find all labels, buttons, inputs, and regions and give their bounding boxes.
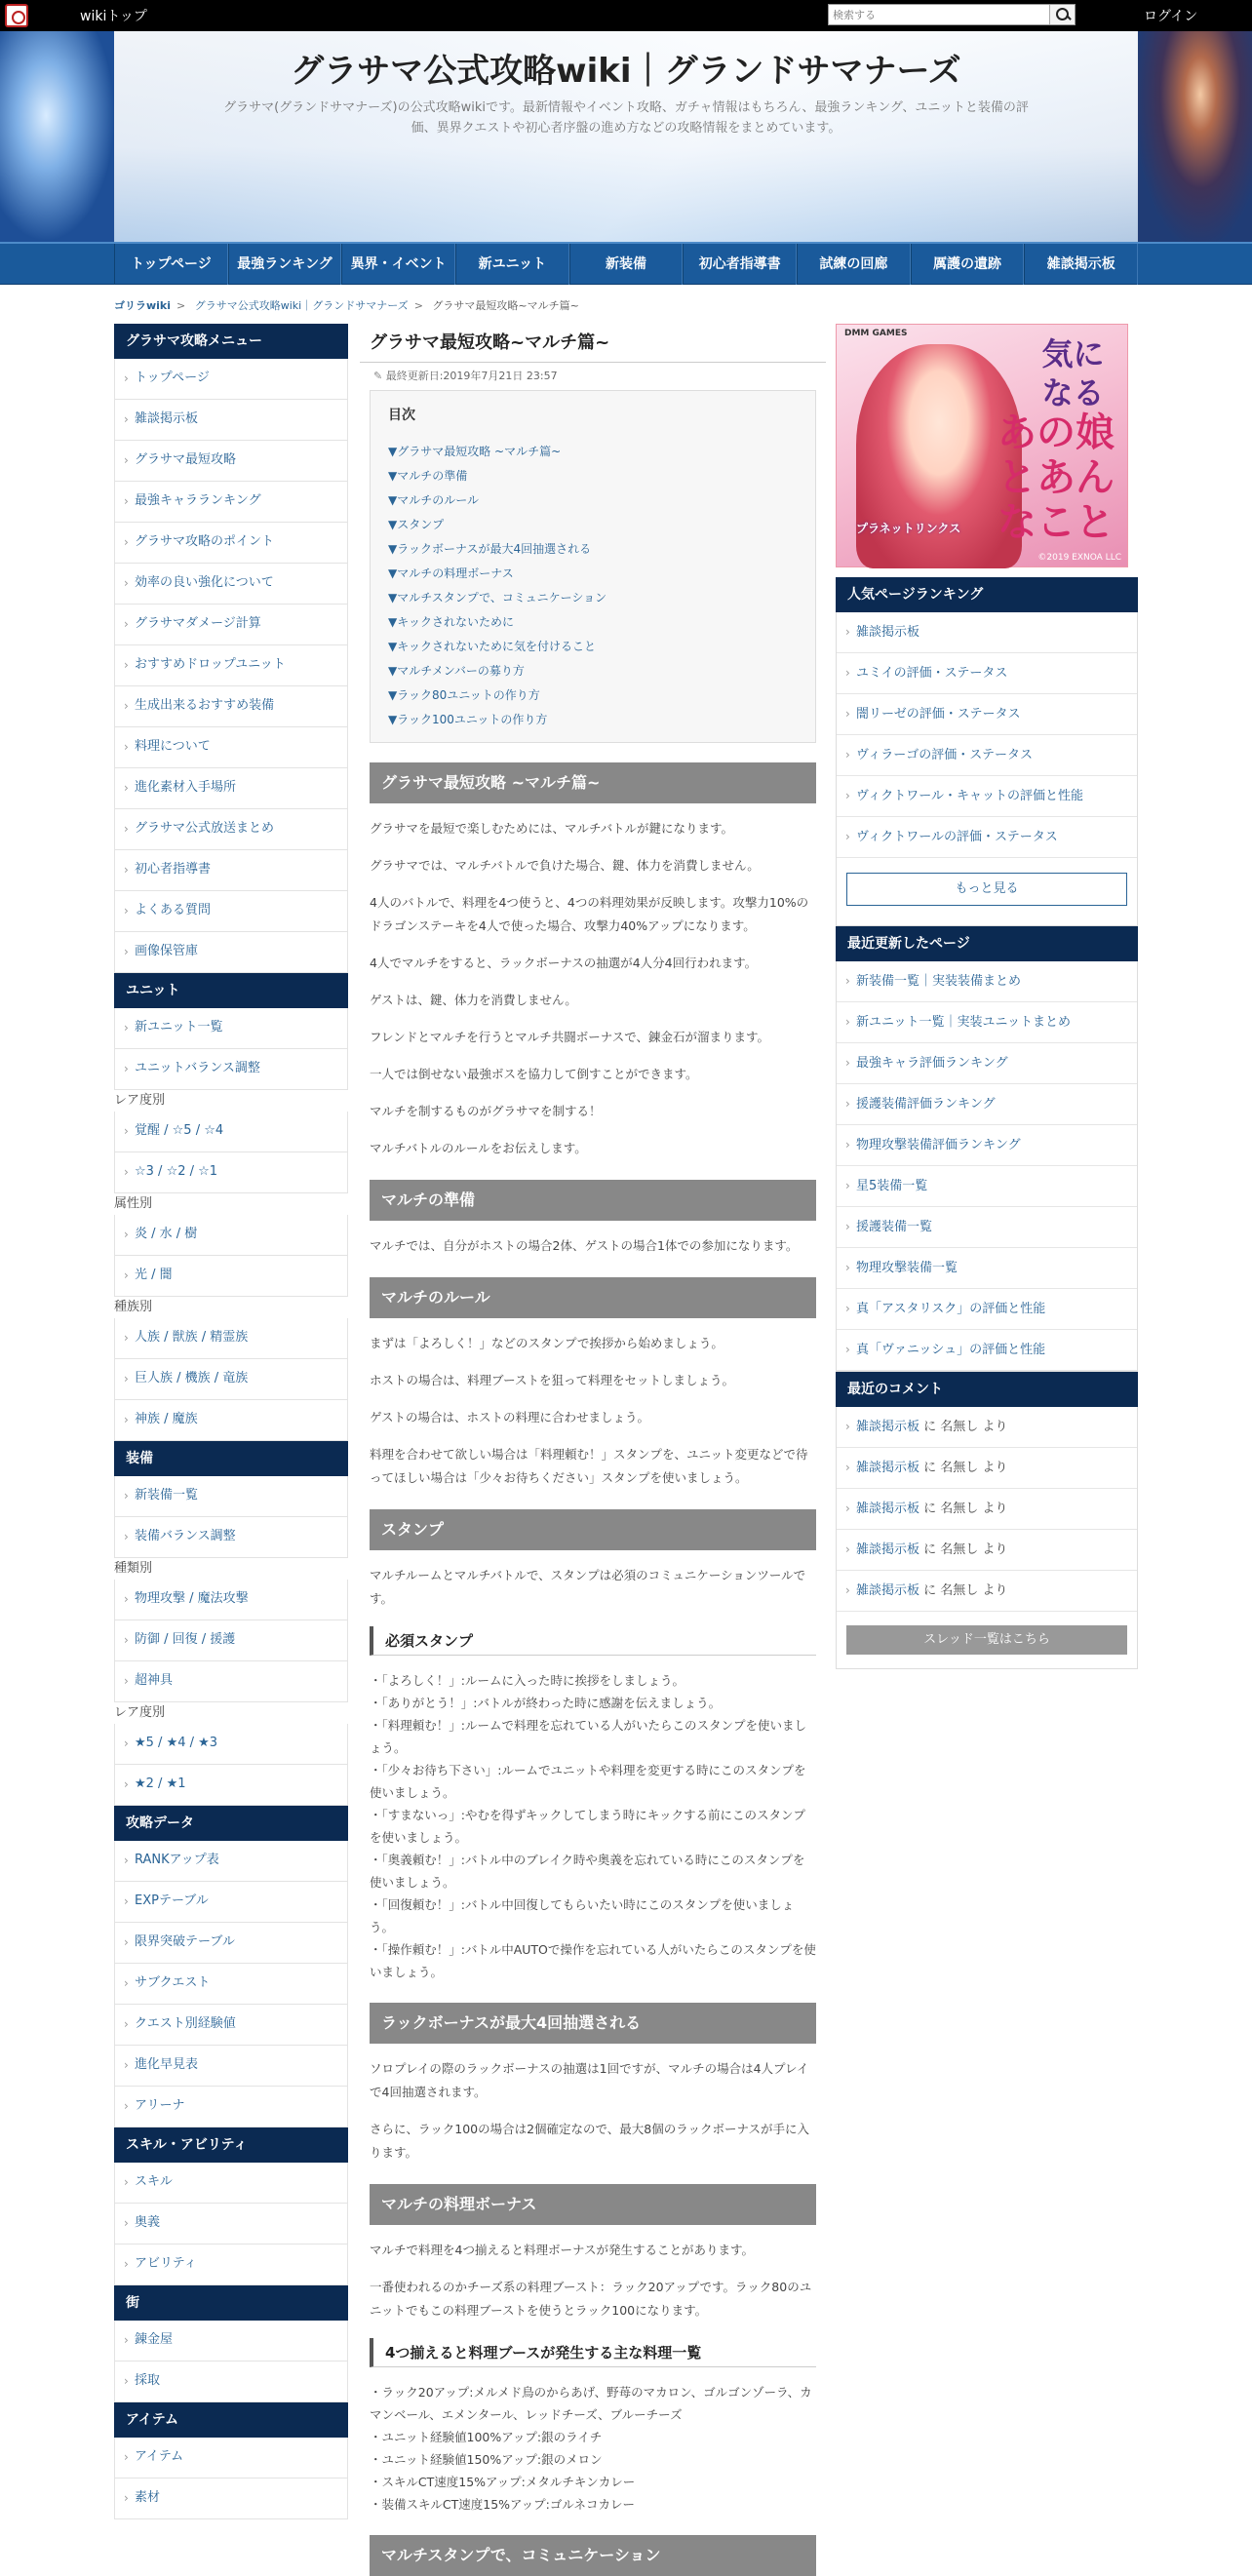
comment-author: に 名無し より bbox=[919, 1502, 1008, 1516]
ad-brand: DMM GAMES bbox=[844, 329, 908, 338]
section-heading: スタンプ bbox=[370, 1509, 816, 1550]
breadcrumb-separator: > bbox=[413, 299, 423, 312]
sidebar-item[interactable]: › ★2 / ★1 bbox=[114, 1765, 348, 1806]
sidebar-item[interactable]: › アイテム bbox=[114, 2438, 348, 2478]
nav-item[interactable]: 厲護の遺跡 bbox=[911, 244, 1025, 285]
comment-item bbox=[837, 1571, 1137, 1612]
comment-item bbox=[837, 1448, 1137, 1489]
recent-item[interactable]: › 最強キャラ評価ランキング bbox=[837, 1043, 1137, 1084]
paragraph: フレンドとマルチを行うとマルチ共闘ボーナスで、錬金石が溜まります。 bbox=[370, 1030, 769, 1044]
banner-character-right bbox=[1137, 31, 1252, 242]
paragraph: グラサマでは、マルチバトルで負けた場合、鍵、体力を消費しません。 bbox=[370, 858, 760, 873]
toc-item[interactable]: ▼キックされないために気を付けること bbox=[388, 640, 596, 653]
recent-item[interactable]: › 真「アスタリスク」の評価と性能 bbox=[837, 1289, 1137, 1330]
comment-author: に 名無し より bbox=[919, 1420, 1008, 1434]
nav-item[interactable]: 新装備 bbox=[569, 244, 684, 285]
toc-item[interactable]: ▼マルチの料理ボーナス bbox=[388, 566, 514, 580]
site-description: グラサマ(グランドサマナーズ)の公式攻略wikiです。最新情報やイベント攻略、ガチャ情報はもちろん、最強ランキング、ユニットと装備の評価、異界クエストや初心者序盤の進め方などの攻略情報をまとめています。 bbox=[223, 100, 1029, 136]
comments-heading: 最近のコメント bbox=[836, 1372, 1138, 1407]
nav-item[interactable]: 異界・イベント bbox=[341, 244, 455, 285]
toc-item[interactable]: ▼マルチメンバーの募り方 bbox=[388, 664, 525, 678]
paragraph: まずは「よろしく！」などのスタンプで挨拶から始めましょう。 bbox=[370, 1336, 724, 1350]
sidebar-item[interactable]: › スキル bbox=[114, 2163, 348, 2204]
sidebar-item[interactable]: › 料理について bbox=[114, 727, 348, 768]
sidebar-item[interactable]: › 覚醒 / ☆5 / ☆4 bbox=[114, 1112, 348, 1152]
popular-item[interactable]: › 闇リーゼの評価・ステータス bbox=[837, 694, 1137, 735]
sidebar-section-heading: 装備 bbox=[114, 1441, 348, 1476]
recent-item[interactable]: › 物理攻撃装備一覧 bbox=[837, 1248, 1137, 1289]
paragraph: さらに、ラック100の場合は2個確定なので、最大8個のラックボーナスが手に入ります。 bbox=[370, 2122, 810, 2160]
breadcrumb-wiki[interactable]: グラサマ公式攻略wiki｜グランドサマナーズ bbox=[194, 299, 409, 312]
sidebar-item[interactable]: › グラサマ攻略のポイント bbox=[114, 523, 348, 564]
sidebar-item[interactable]: › 進化早見表 bbox=[114, 2046, 348, 2087]
sidebar-item[interactable]: › ユニットバランス調整 bbox=[114, 1049, 348, 1090]
last-updated-text: 最終更新日:2019年7月21日 23:57 bbox=[385, 370, 558, 382]
sidebar-item[interactable]: › クエスト別経験値 bbox=[114, 2005, 348, 2046]
recent-item[interactable]: › 新ユニット一覧｜実装ユニットまとめ bbox=[837, 1002, 1137, 1043]
nav-item[interactable]: 最強ランキング bbox=[228, 244, 342, 285]
list-item: ・「奥義頼む！」:バトル中のブレイク時や奥義を忘れている時にこのスタンプを使いましょう。 bbox=[370, 1853, 805, 1890]
comment-item bbox=[837, 1489, 1137, 1530]
top-bar bbox=[0, 0, 1252, 31]
sidebar-section-heading: 街 bbox=[114, 2285, 348, 2321]
recent-item[interactable]: › 星5装備一覧 bbox=[837, 1166, 1137, 1207]
list-item: ・「回復頼む！」:バトル中回復してもらいたい時にこのスタンプを使いましょう。 bbox=[370, 1897, 795, 1934]
comment-page-link[interactable]: 雑談掲示板 bbox=[856, 1420, 920, 1434]
toc-item[interactable]: ▼マルチのルール bbox=[388, 493, 479, 507]
sidebar-subheading: レア度別 bbox=[114, 1705, 166, 1720]
sidebar-item[interactable]: › グラサマ公式放送まとめ bbox=[114, 809, 348, 850]
nav-item[interactable]: 初心者指導書 bbox=[683, 244, 797, 285]
recent-item[interactable]: › 真「ヴァニッシュ」の評価と性能 bbox=[837, 1330, 1137, 1371]
recent-list bbox=[836, 961, 1138, 1372]
section-heading: マルチのルール bbox=[370, 1277, 816, 1318]
sidebar-item[interactable]: › 進化素材入手場所 bbox=[114, 768, 348, 809]
ad-headline-1: 気になる bbox=[1041, 335, 1105, 411]
sidebar-section-heading: アイテム bbox=[114, 2402, 348, 2438]
comment-author: に 名無し より bbox=[919, 1461, 1008, 1475]
section-heading: マルチの準備 bbox=[370, 1180, 816, 1221]
comment-author: に 名無し より bbox=[919, 1583, 1008, 1598]
sidebar-item[interactable]: › 雑談掲示板 bbox=[114, 400, 348, 441]
popular-item[interactable]: › ヴィクトワール・キャットの評価と性能 bbox=[837, 776, 1137, 817]
section-heading: グラサマ最短攻略 ~マルチ篇~ bbox=[370, 762, 816, 803]
sidebar-item[interactable]: › 最強キャラランキング bbox=[114, 482, 348, 523]
comment-page-link[interactable]: 雑談掲示板 bbox=[856, 1502, 920, 1516]
ad-banner[interactable] bbox=[836, 324, 1128, 567]
toc-item[interactable]: ▼ラック100ユニットの作り方 bbox=[388, 713, 548, 726]
sidebar-item[interactable]: › RANKアップ表 bbox=[114, 1841, 348, 1882]
comment-item bbox=[837, 1530, 1137, 1571]
section-heading: マルチの料理ボーナス bbox=[370, 2184, 816, 2225]
search-box bbox=[828, 4, 1076, 25]
wiki-top-link[interactable]: wikiトップ bbox=[80, 9, 147, 24]
popular-item[interactable]: › ヴィラーゴの評価・ステータス bbox=[837, 735, 1137, 776]
paragraph: ゲストの場合は、ホストの料理に合わせましょう。 bbox=[370, 1410, 650, 1425]
sidebar-item[interactable]: › 初心者指導書 bbox=[114, 850, 348, 891]
paragraph: 一番使われるのかチーズ系の料理ブースト：ラック20アップです。ラック80のユニットでもこの料理ブーストを使うとラック100になります。 bbox=[370, 2280, 812, 2318]
last-updated bbox=[360, 363, 826, 390]
sidebar-item[interactable]: › 巨人族 / 機族 / 竜族 bbox=[114, 1359, 348, 1400]
recent-item[interactable]: › 援護装備評価ランキング bbox=[837, 1084, 1137, 1125]
login-link[interactable]: ログイン bbox=[1144, 9, 1198, 24]
nav-item[interactable]: トップページ bbox=[114, 244, 228, 285]
sidebar-subheading: 種族別 bbox=[114, 1300, 153, 1314]
sidebar-item[interactable]: › 神族 / 魔族 bbox=[114, 1400, 348, 1441]
popular-list bbox=[836, 612, 1138, 926]
list-item: ・「よろしく！」:ルームに入った時に挨拶をしましょう。 bbox=[370, 1673, 685, 1688]
toc-item[interactable]: ▼ラック80ユニットの作り方 bbox=[388, 688, 540, 702]
sidebar-item[interactable]: › アビリティ bbox=[114, 2244, 348, 2285]
comment-page-link[interactable]: 雑談掲示板 bbox=[856, 1542, 920, 1557]
sidebar-subheading: レア度別 bbox=[114, 1093, 166, 1108]
paragraph: マルチでは、自分がホストの場合2体、ゲストの場合1体での参加になります。 bbox=[370, 1238, 799, 1253]
recent-item[interactable]: › 新装備一覧｜実装装備まとめ bbox=[837, 961, 1137, 1002]
paragraph: マルチバトルのルールをお伝えします。 bbox=[370, 1141, 587, 1155]
ad-headline-2: あの娘とあんなこと bbox=[998, 410, 1115, 545]
toc-item[interactable]: ▼マルチスタンプで、コミュニケーション bbox=[388, 591, 607, 605]
nav-item[interactable]: 雑談掲示板 bbox=[1024, 244, 1138, 285]
sidebar-item[interactable]: › 効率の良い強化について bbox=[114, 564, 348, 605]
popular-item[interactable]: › ユミイの評価・ステータス bbox=[837, 653, 1137, 694]
site-logo-icon[interactable] bbox=[5, 4, 28, 27]
section-heading: ラックボーナスが最大4回抽選される bbox=[370, 2003, 816, 2044]
sidebar-item[interactable]: › 防御 / 回復 / 援護 bbox=[114, 1620, 348, 1661]
sidebar-item[interactable]: › よくある質問 bbox=[114, 891, 348, 932]
sidebar-item[interactable]: › 採取 bbox=[114, 2361, 348, 2402]
sidebar-section-heading: スキル・アビリティ bbox=[114, 2127, 348, 2163]
sidebar-subheading: 種類別 bbox=[114, 1561, 153, 1576]
sidebar-item[interactable]: › 奥義 bbox=[114, 2204, 348, 2244]
recent-item[interactable]: › 援護装備一覧 bbox=[837, 1207, 1137, 1248]
more-button[interactable]: もっと見る bbox=[846, 873, 1127, 906]
breadcrumb-home[interactable]: ゴリラwiki bbox=[114, 299, 172, 312]
breadcrumb-separator: > bbox=[176, 299, 186, 312]
list-item: ・スキルCT速度15%アップ:メタルチキンカレー bbox=[370, 2475, 636, 2489]
search-input[interactable] bbox=[833, 7, 1047, 22]
section-heading: マルチスタンプで、コミュニケーション bbox=[370, 2535, 816, 2576]
banner-character-left bbox=[0, 31, 115, 242]
left-sidebar bbox=[114, 324, 348, 2519]
toc-item[interactable]: ▼グラサマ最短攻略 ~マルチ篇~ bbox=[388, 445, 562, 458]
toc-item[interactable]: ▼マルチの準備 bbox=[388, 469, 468, 483]
sidebar-item[interactable]: › 新ユニット一覧 bbox=[114, 1008, 348, 1049]
comment-author: に 名無し より bbox=[919, 1542, 1008, 1557]
table-of-contents bbox=[370, 390, 816, 743]
main-nav bbox=[0, 242, 1252, 285]
sidebar-item[interactable]: › EXPテーブル bbox=[114, 1882, 348, 1923]
sidebar-item[interactable]: › 装備バランス調整 bbox=[114, 1517, 348, 1558]
list-item: ・「ありがとう！」:バトルが終わった時に感謝を伝えましょう。 bbox=[370, 1696, 722, 1710]
sidebar-item[interactable]: › 生成出来るおすすめ装備 bbox=[114, 686, 348, 727]
sidebar-item[interactable]: › 超神具 bbox=[114, 1661, 348, 1702]
sidebar-item[interactable]: › 素材 bbox=[114, 2478, 348, 2519]
comment-item bbox=[837, 1407, 1137, 1448]
sidebar-section-heading: ユニット bbox=[114, 973, 348, 1008]
right-sidebar bbox=[836, 324, 1138, 1669]
paragraph: 料理を合わせて欲しい場合は「料理頼む！」スタンプを、ユニット変更などで待ってほしい場合は「少々お待ちください」スタンプを使いましょう。 bbox=[370, 1447, 808, 1485]
list-item: ・装備スキルCT速度15%アップ:ゴルネコカレー bbox=[370, 2497, 635, 2512]
page-title: グラサマ最短攻略~マルチ篇~ bbox=[360, 324, 826, 363]
list-item: ・「操作頼む！」:バトル中AUTOで操作を忘れている人がいたらこのスタンプを使いましょう。 bbox=[370, 1942, 816, 1979]
sidebar-item[interactable]: › おすすめドロップユニット bbox=[114, 645, 348, 686]
comment-page-link[interactable]: 雑談掲示板 bbox=[856, 1461, 920, 1475]
list-item: ・ユニット経験値150%アップ:銀のメロン bbox=[370, 2452, 603, 2467]
sidebar-item[interactable]: › 新装備一覧 bbox=[114, 1476, 348, 1517]
list-item: ・「少々お待ち下さい」:ルームでユニットや料理を変更する時にこのスタンプを使いましょう。 bbox=[370, 1763, 806, 1800]
sidebar-item[interactable]: › トップページ bbox=[114, 359, 348, 400]
paragraph: ホストの場合は、料理ブーストを狙って料理をセットしましょう。 bbox=[370, 1373, 735, 1387]
list-item: ・「料理頼む！」:ルームで料理を忘れている人がいたらこのスタンプを使いましょう。 bbox=[370, 1718, 806, 1755]
toc-item[interactable]: ▼ラックボーナスが最大4回抽選される bbox=[388, 542, 592, 556]
paragraph: 一人では倒せない最強ボスを協力して倒すことができます。 bbox=[370, 1067, 698, 1081]
sidebar-item[interactable]: › サブクエスト bbox=[114, 1964, 348, 2005]
sidebar-section-heading: グラサマ攻略メニュー bbox=[114, 324, 348, 359]
sidebar-item[interactable]: › アリーナ bbox=[114, 2087, 348, 2127]
toc-title: 目次 bbox=[388, 408, 415, 423]
site-title[interactable]: グラサマ公式攻略wiki｜グランドサマナーズ bbox=[291, 52, 961, 91]
paragraph: マルチルームとマルチバトルで、スタンプは必須のコミュニケーションツールです。 bbox=[370, 1568, 806, 1606]
nav-item[interactable]: 試練の回廊 bbox=[797, 244, 911, 285]
search-icon[interactable] bbox=[1049, 5, 1075, 24]
nav-item[interactable]: 新ユニット bbox=[455, 244, 569, 285]
paragraph: ゲストは、鍵、体力を消費しません。 bbox=[370, 993, 577, 1007]
sidebar-item[interactable]: › 光 / 闇 bbox=[114, 1256, 348, 1297]
comment-page-link[interactable]: 雑談掲示板 bbox=[856, 1583, 920, 1598]
sidebar-item[interactable]: › グラサマ最短攻略 bbox=[114, 441, 348, 482]
sidebar-item[interactable]: › ☆3 / ☆2 / ☆1 bbox=[114, 1152, 348, 1193]
popular-item[interactable]: › 雑談掲示板 bbox=[837, 612, 1137, 653]
sidebar-item[interactable]: › 炎 / 水 / 樹 bbox=[114, 1215, 348, 1256]
list-item: ・「すまないっ」:やむを得ずキックしてしまう時にキックする前にこのスタンプを使いましょう。 bbox=[370, 1808, 805, 1845]
toc-item[interactable]: ▼スタンプ bbox=[388, 518, 445, 531]
breadcrumb-current: グラサマ最短攻略~マルチ篇~ bbox=[432, 299, 579, 312]
recent-item[interactable]: › 物理攻撃装備評価ランキング bbox=[837, 1125, 1137, 1166]
breadcrumb bbox=[114, 297, 585, 313]
sidebar-item[interactable]: › 物理攻撃 / 魔法攻撃 bbox=[114, 1580, 348, 1620]
thread-list-button[interactable]: スレッド一覧はこちら bbox=[846, 1625, 1127, 1655]
sidebar-item[interactable]: › グラサマダメージ計算 bbox=[114, 605, 348, 645]
paragraph: マルチで料理を4つ揃えると料理ボーナスが発生することがあります。 bbox=[370, 2243, 754, 2257]
ad-footer: ©2019 EXNOA LLC bbox=[1037, 553, 1121, 563]
sidebar-section-heading: 攻略データ bbox=[114, 1806, 348, 1841]
paragraph: 4人でマルチをすると、ラックボーナスの抽選が4人分4回行われます。 bbox=[370, 956, 758, 970]
sidebar-item[interactable]: › 人族 / 獣族 / 精霊族 bbox=[114, 1318, 348, 1359]
sidebar-item[interactable]: › 画像保管庫 bbox=[114, 932, 348, 973]
sidebar-item[interactable]: › 錬金屋 bbox=[114, 2321, 348, 2361]
comments-list bbox=[836, 1407, 1138, 1669]
paragraph: マルチを制するものがグラサマを制する！ bbox=[370, 1104, 602, 1118]
paragraph: ソロプレイの際のラックボーナスの抽選は1回ですが、マルチの場合は4人プレイで4回抽選されます。 bbox=[370, 2061, 809, 2099]
ad-title: プラネットリンクス bbox=[856, 522, 961, 535]
main-content bbox=[360, 324, 826, 2576]
recent-heading: 最近更新したページ bbox=[836, 926, 1138, 961]
popular-heading: 人気ページランキング bbox=[836, 577, 1138, 612]
pencil-icon: ✎ bbox=[373, 370, 383, 382]
sidebar-item[interactable]: › 限界突破テーブル bbox=[114, 1923, 348, 1964]
toc-item[interactable]: ▼キックされないために bbox=[388, 615, 514, 629]
sidebar-item[interactable]: › ★5 / ★4 / ★3 bbox=[114, 1724, 348, 1765]
subsection-heading: 必須スタンプ bbox=[370, 1626, 816, 1656]
subsection-heading: 4つ揃えると料理ブースが発生する主な料理一覧 bbox=[370, 2338, 816, 2367]
popular-item[interactable]: › ヴィクトワールの評価・ステータス bbox=[837, 817, 1137, 858]
list-item: ・ラック20アップ:メルメド鳥のからあげ、野苺のマカロン、ゴルゴンゾーラ、カマンベール、エメンタール、レッドチーズ、ブルーチーズ bbox=[370, 2385, 812, 2422]
paragraph: 4人のバトルで、料理を4つ使うと、4つの料理効果が反映します。攻撃力10%のドラゴンステーキを4人で使った場合、攻撃力40%アップになります。 bbox=[370, 895, 809, 933]
list-item: ・ユニット経験値100%アップ:銀のライチ bbox=[370, 2430, 603, 2444]
paragraph: グラサマを最短で楽しむためには、マルチバトルが鍵になります。 bbox=[370, 821, 734, 836]
sidebar-subheading: 属性別 bbox=[114, 1196, 153, 1211]
